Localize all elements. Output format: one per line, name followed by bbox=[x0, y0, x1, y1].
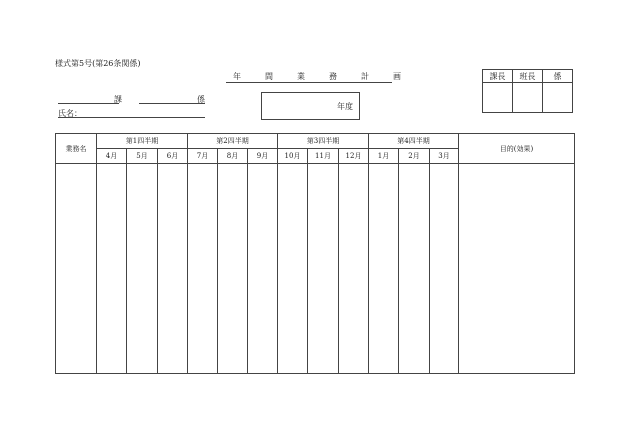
annual-plan-table bbox=[55, 133, 575, 374]
task-name-header: 業務名 bbox=[56, 134, 97, 164]
purpose-cell[interactable] bbox=[459, 164, 575, 374]
month-header: 3月 bbox=[430, 149, 459, 164]
month-header: 12月 bbox=[339, 149, 369, 164]
month-header: 11月 bbox=[308, 149, 339, 164]
month-header: 6月 bbox=[158, 149, 188, 164]
title-char: 務 bbox=[329, 72, 337, 81]
month-cell[interactable] bbox=[188, 164, 218, 374]
month-cell[interactable] bbox=[308, 164, 339, 374]
approval-header-section-chief: 課長 bbox=[483, 70, 513, 83]
month-cell[interactable] bbox=[369, 164, 399, 374]
approval-header-staff: 係 bbox=[543, 70, 573, 83]
title-char: 間 bbox=[265, 72, 273, 81]
month-header: 2月 bbox=[399, 149, 430, 164]
month-cell[interactable] bbox=[278, 164, 308, 374]
month-header: 9月 bbox=[248, 149, 278, 164]
task-name-cell[interactable] bbox=[56, 164, 97, 374]
month-cell[interactable] bbox=[430, 164, 459, 374]
approval-stamp-section-chief[interactable] bbox=[483, 83, 513, 113]
department-field[interactable] bbox=[58, 103, 119, 104]
month-header: 1月 bbox=[369, 149, 399, 164]
quarter-header-q4: 第4四半期 bbox=[369, 134, 459, 149]
section-suffix: 係 bbox=[197, 95, 205, 104]
quarter-header-q3: 第3四半期 bbox=[278, 134, 369, 149]
section-field[interactable] bbox=[139, 103, 205, 104]
title-underline bbox=[226, 82, 392, 83]
month-header: 8月 bbox=[218, 149, 248, 164]
approval-header-team-leader: 班長 bbox=[513, 70, 543, 83]
quarter-header-q2: 第2四半期 bbox=[188, 134, 278, 149]
title-char: 計 bbox=[361, 72, 369, 81]
title-char: 業 bbox=[297, 72, 305, 81]
approval-stamp-staff[interactable] bbox=[543, 83, 573, 113]
department-suffix: 課 bbox=[114, 95, 122, 104]
name-label: 氏名： bbox=[58, 109, 82, 118]
month-header: 5月 bbox=[127, 149, 158, 164]
month-header: 4月 bbox=[97, 149, 127, 164]
approval-stamp-table bbox=[482, 69, 573, 113]
month-cell[interactable] bbox=[127, 164, 158, 374]
approval-stamp-team-leader[interactable] bbox=[513, 83, 543, 113]
month-cell[interactable] bbox=[248, 164, 278, 374]
title-char: 年 bbox=[233, 72, 241, 81]
fiscal-year-label: 年度 bbox=[337, 102, 353, 111]
form-number: 様式第5号(第26条関係) bbox=[55, 59, 141, 68]
month-cell[interactable] bbox=[218, 164, 248, 374]
purpose-header: 目的(効果) bbox=[459, 134, 575, 164]
quarter-header-q1: 第1四半期 bbox=[97, 134, 188, 149]
title-char: 画 bbox=[393, 72, 401, 81]
month-cell[interactable] bbox=[97, 164, 127, 374]
name-field[interactable] bbox=[58, 117, 205, 118]
page-title bbox=[233, 71, 401, 82]
month-header: 7月 bbox=[188, 149, 218, 164]
month-header: 10月 bbox=[278, 149, 308, 164]
month-cell[interactable] bbox=[399, 164, 430, 374]
month-cell[interactable] bbox=[339, 164, 369, 374]
month-cell[interactable] bbox=[158, 164, 188, 374]
